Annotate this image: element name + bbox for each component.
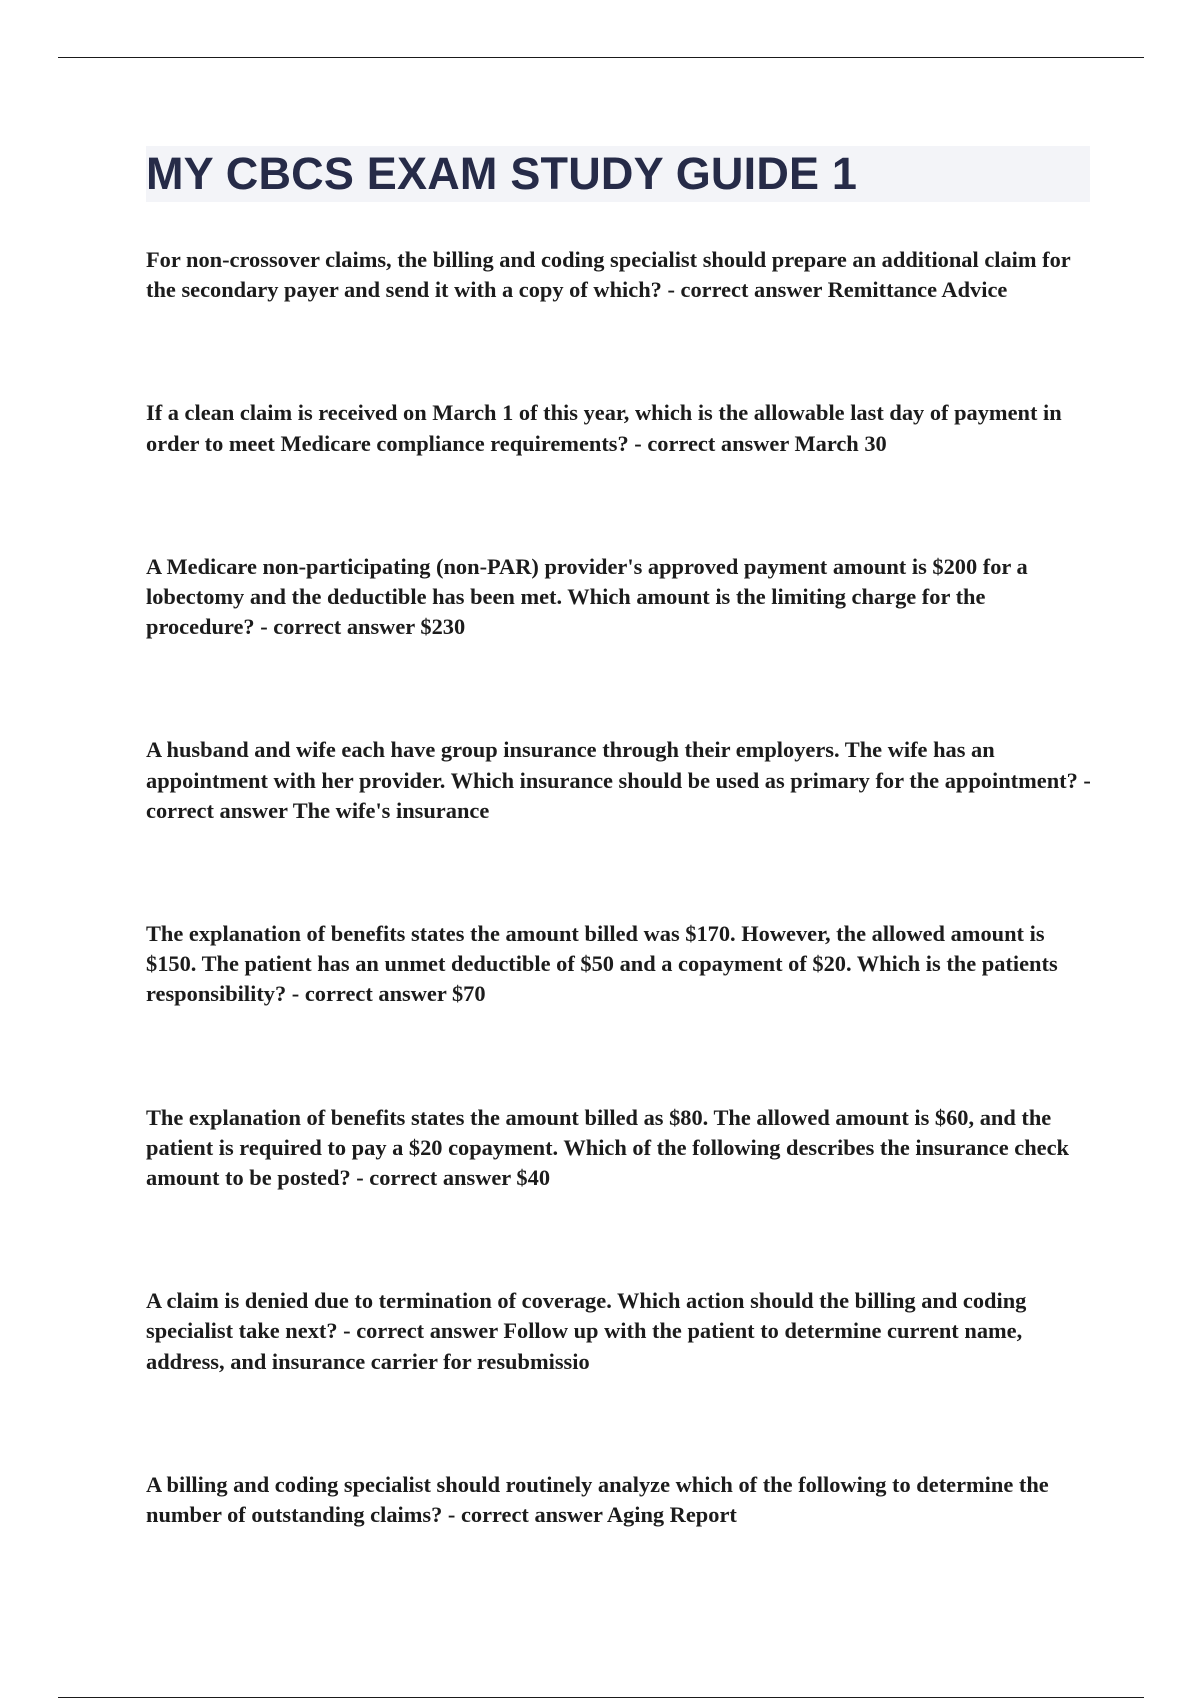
question-item: If a clean claim is received on March 1 of this year, which is the allowable last day of payment in order to meet Medicare compliance requirements? - correct answer March 30 xyxy=(146,400,1062,456)
question-item: A billing and coding specialist should routinely analyze which of the following to determine the number of outstanding claims? - correct answer Aging Report xyxy=(146,1471,1049,1528)
question-item: For non-crossover claims, the billing and coding specialist should prepare an additional claim for the secondary payer and send it with a copy of which? - correct answer Remittance Advice xyxy=(146,247,1071,303)
question-item: The explanation of benefits states the amount billed was $170. However, the allowed amount is $150. The patient has an unmet deductible of $50 and a copayment of $20. Which is the patients responsibility? - correct answer $70 xyxy=(146,921,1058,1007)
page-title: MY CBCS EXAM STUDY GUIDE 1 xyxy=(146,148,858,199)
question-item: A claim is denied due to termination of coverage. Which action should the billing and coding specialist take next? - correct answer Follow up with the patient to determine current name, address, and insurance carrier for resubmissio xyxy=(146,1288,1027,1374)
question-item: A husband and wife each have group insurance through their employers. The wife has an appointment with her provider. Which insurance should be used as primary for the appointment? - correct answer The wife's insurance xyxy=(146,737,1091,823)
question-item: The explanation of benefits states the amount billed as $80. The allowed amount is $60, and the patient is required to pay a $20 copayment. Which of the following describes the insurance check amount to be posted? - correct answer $40 xyxy=(146,1104,1069,1191)
question-list xyxy=(146,245,1091,1623)
question-item: A Medicare non-participating (non-PAR) provider's approved payment amount is $200 for a lobectomy and the deductible has been met. Which amount is the limiting charge for the procedure? - correct answer $230 xyxy=(146,553,1028,640)
bottom-divider xyxy=(58,1697,1144,1698)
top-divider xyxy=(58,57,1144,58)
